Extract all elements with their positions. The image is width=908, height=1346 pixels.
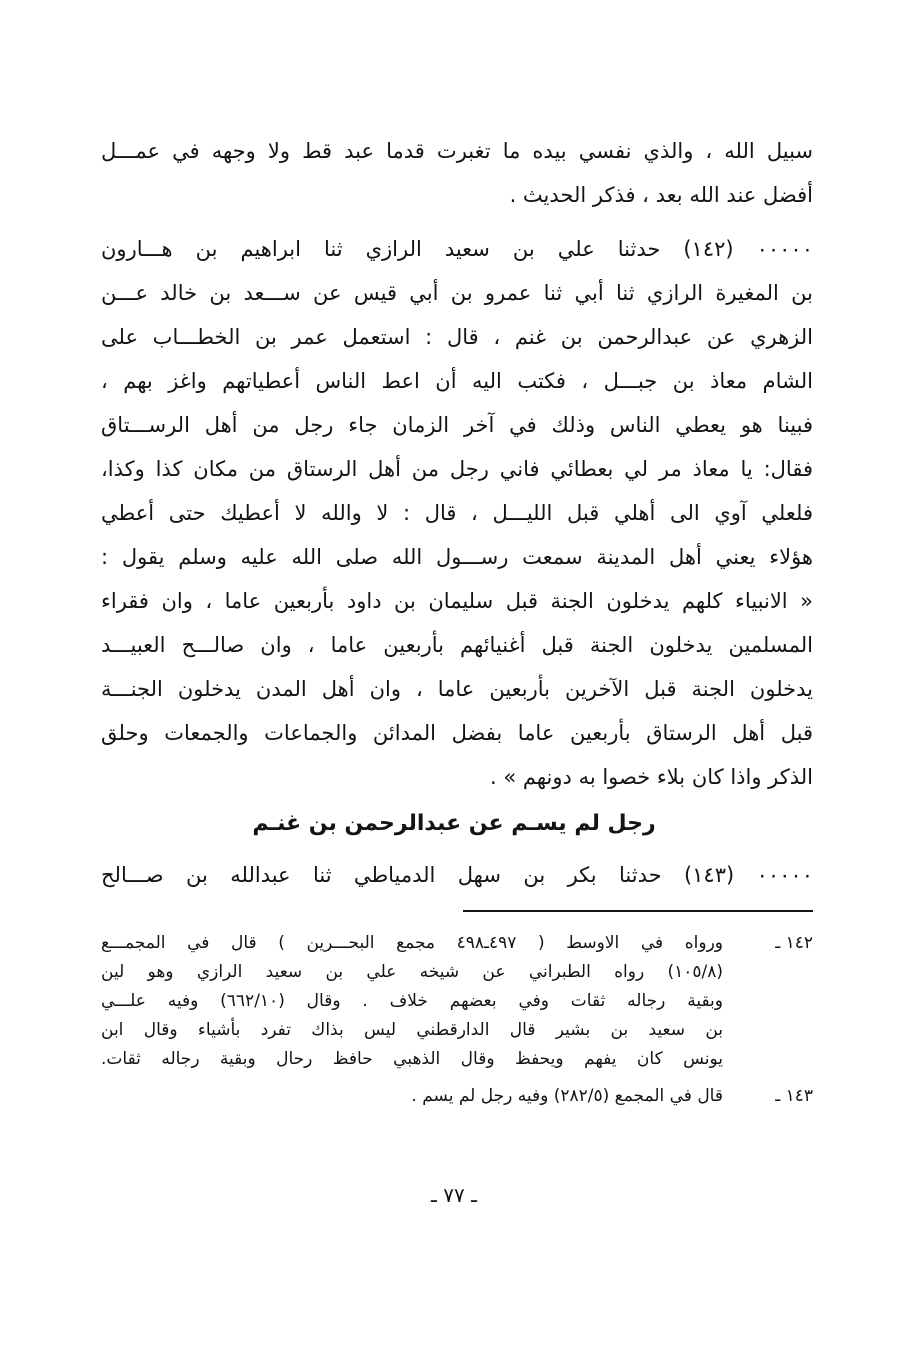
page-number: ـ ٧٧ ـ <box>431 1183 477 1207</box>
hadith-line: الشام معاذ بن جبـــل ، فكتب اليه أن اعط الناس أعطياتهم واغز بهم ، <box>101 369 813 393</box>
footnote-line: يونس كان يفهم ويحفظ وقال الذهبي حافظ رحال وبقية رجاله ثقات. <box>101 1049 723 1069</box>
footnote-number: ١٤٣ ـ <box>775 1086 813 1106</box>
footnote-divider <box>463 910 813 912</box>
hadith-line: بن المغيرة الرازي ثنا أبي ثنا عمرو بن أبي قيس عن ســـعد بن خالد عـــن <box>101 281 813 305</box>
hadith-line: ٠٠٠٠٠ (١٤٣) حدثنا بكر بن سهل الدمياطي ثنا عبدالله بن صـــالح <box>101 863 813 887</box>
footnote-142-cont <box>101 1019 813 1041</box>
footnote-line: بن سعيد بن بشير قال الدارقطني ليس بذاك تفرد بأشياء وقال ابن <box>101 1020 723 1040</box>
hadith-line: هؤلاء يعني أهل المدينة سمعت رســـول الله صلى الله عليه وسلم يقول : <box>101 545 813 569</box>
hadith-line: فبينا هو يعطي الناس وذلك في آخر الزمان جاء رجل من أهل الرســـتاق <box>101 413 813 437</box>
hadith-line: المسلمين يدخلون الجنة قبل أغنيائهم بأربعين عاما ، وان صالـــح العبيـــد <box>101 633 813 657</box>
footnote-142-cont <box>101 1048 813 1070</box>
hadith-line: يدخلون الجنة قبل الآخرين بأربعين عاما ، وان أهل المدن يدخلون الجنـــة <box>101 677 813 701</box>
footnote-line: وبقية رجاله ثقات وفي بعضهم خلاف . وقال (٦٦٢/١٠) وفيه علـــي <box>101 991 723 1011</box>
footnote-number: ١٤٢ ـ <box>775 933 813 953</box>
hadith-line: « الانبياء كلهم يدخلون الجنة قبل سليمان بن داود بأربعين عاما ، وان فقراء <box>101 589 813 613</box>
footnote-142-cont <box>101 990 813 1012</box>
hadith-line: ٠٠٠٠٠ (١٤٢) حدثنا علي بن سعيد الرازي ثنا ابراهيم بن هـــارون <box>101 237 813 261</box>
hadith-line: فقال: يا معاذ مر لي بعطائي فاني رجل من أهل الرستاق من مكان كذا وكذا، <box>101 457 813 481</box>
footnote-142 <box>101 932 813 954</box>
body-line: أفضل عند الله بعد ، فذكر الحديث . <box>509 183 813 207</box>
body-line: سبيل الله ، والذي نفسي بيده ما تغبرت قدما عبد قط ولا وجهه في عمـــل <box>101 139 813 163</box>
footnote-142-cont <box>101 961 813 983</box>
hadith-line: فلعلي آوي الى أهلي قبل الليـــل ، قال : لا والله لا أعطيك حتى أعطي <box>101 501 813 525</box>
footnote-line: ورواه في الاوسط ( ٤٩٧ـ٤٩٨ مجمع البحـــرين ) قال في المجمـــع <box>101 933 723 953</box>
hadith-line: الزهري عن عبدالرحمن بن غنم ، قال : استعمل عمر بن الخطـــاب على <box>101 325 813 349</box>
footnote-143 <box>101 1085 813 1107</box>
footnote-line: (١٠٥/٨) رواه الطبراني عن شيخه علي بن سعيد الرازي وهو لين <box>101 962 723 982</box>
hadith-line: قبل أهل الرستاق بأربعين عاما بفضل المدائن والجماعات والجمعات وحلق <box>101 721 813 745</box>
footnote-line: قال في المجمع (٢٨٢/٥) وفيه رجل لم يسم . <box>411 1086 723 1106</box>
section-heading: رجل لم يسـم عن عبدالرحمن بن غنـم <box>252 811 656 836</box>
hadith-line: الذكر واذا كان بلاء خصوا به دونهم » . <box>490 765 813 789</box>
